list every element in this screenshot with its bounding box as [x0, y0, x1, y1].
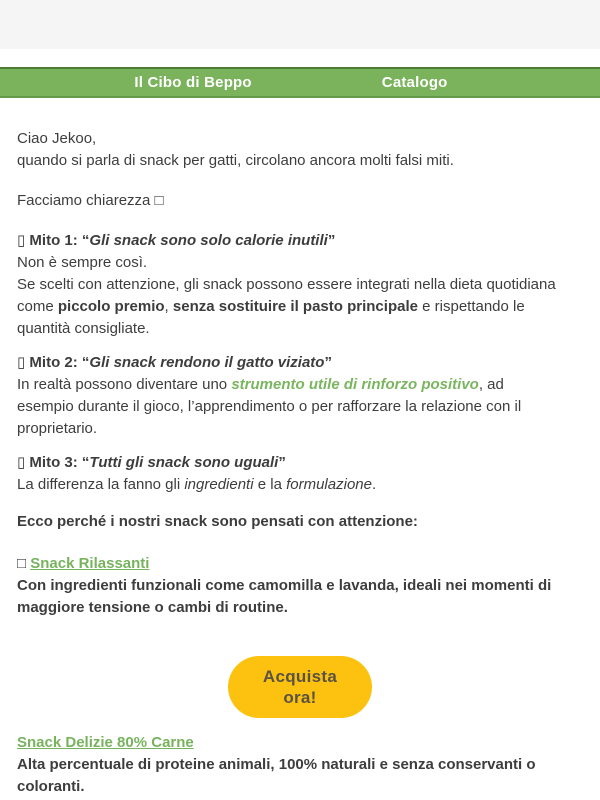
body-text-top	[17, 128, 583, 619]
text-run: quantità consigliate.	[17, 320, 150, 337]
text-run: Facciamo chiarezza □	[17, 192, 164, 209]
text-run: coloranti.	[17, 778, 85, 795]
cta-label-line1: Acquista	[262, 667, 338, 686]
text-run: ”	[327, 232, 336, 249]
text-run: Non è sempre così.	[17, 254, 148, 271]
page-top-gray-strip	[0, 0, 600, 49]
text-run: La differenza la fanno gli	[17, 476, 185, 493]
paragraph-myth-1	[17, 230, 583, 340]
paragraph-intro	[17, 190, 583, 212]
text-run: esempio durante il gioco, l’apprendimento o per rafforzare la relazione con il	[17, 398, 522, 415]
text-run: Gli snack rendono il gatto viziato	[89, 354, 325, 371]
acquista-ora-button[interactable]	[228, 656, 372, 718]
paragraph-snack-delizie	[17, 732, 583, 798]
text-run: ▯ Mito 3: “	[17, 454, 90, 471]
text-run: □	[17, 555, 31, 572]
text-run: ,	[164, 298, 173, 315]
text-run: e rispettando le	[417, 298, 525, 315]
text-run: Tutti gli snack sono uguali	[89, 454, 279, 471]
text-run: .	[371, 476, 377, 493]
text-run: quando si parla di snack per gatti, circolano ancora molti falsi miti.	[17, 152, 454, 169]
cta-label-line2: ora!	[283, 688, 317, 707]
text-run: Ecco perché i nostri snack sono pensati con attenzione:	[17, 513, 418, 530]
text-run: strumento utile di rinforzo positivo	[231, 376, 479, 393]
text-run: ”	[278, 454, 286, 471]
text-run: ▯ Mito 2: “	[17, 354, 90, 371]
body-text-bottom	[17, 732, 583, 798]
paragraph-snack-rilassanti	[17, 553, 583, 619]
text-run: Alta percentuale di proteine animali, 100% naturali e senza conservanti o	[17, 756, 536, 773]
nav-catalog-link[interactable]: Catalogo	[381, 74, 448, 91]
paragraph-myth-2	[17, 352, 583, 440]
text-run: proprietario.	[17, 420, 98, 437]
email-body	[0, 128, 600, 798]
text-run: ”	[324, 354, 332, 371]
text-run: ingredienti	[184, 476, 254, 493]
text-run: Ciao Jekoo,	[17, 130, 97, 147]
paragraph-myth-3	[17, 452, 583, 496]
paragraph-greeting	[17, 128, 583, 172]
text-run: Gli snack sono solo calorie inutili	[89, 232, 328, 249]
text-run: Con ingredienti funzionali come camomilla e lavanda, ideali nei momenti di	[17, 577, 552, 594]
email-top-margin	[0, 49, 600, 67]
link-snack-rilassanti[interactable]: Snack Rilassanti	[30, 555, 150, 572]
text-run: Se scelti con attenzione, gli snack possono essere integrati nella dieta quotidiana	[17, 276, 556, 293]
nav-brand-link[interactable]: Il Cibo di Beppo	[134, 74, 252, 91]
text-run: piccolo premio	[57, 298, 165, 315]
text-run: come	[17, 298, 58, 315]
text-run: maggiore tensione o cambi di routine.	[17, 599, 288, 616]
header-nav	[0, 67, 600, 98]
link-snack-delizie[interactable]: Snack Delizie 80% Carne	[17, 734, 194, 751]
text-run: formulazione	[286, 476, 372, 493]
text-run: In realtà possono diventare uno	[17, 376, 232, 393]
text-run: ▯ Mito 1: “	[17, 232, 90, 249]
paragraph-why-our-snacks	[17, 511, 583, 533]
text-run: e la	[253, 476, 287, 493]
text-run: senza sostituire il pasto principale	[172, 298, 418, 315]
text-run: , ad	[478, 376, 504, 393]
